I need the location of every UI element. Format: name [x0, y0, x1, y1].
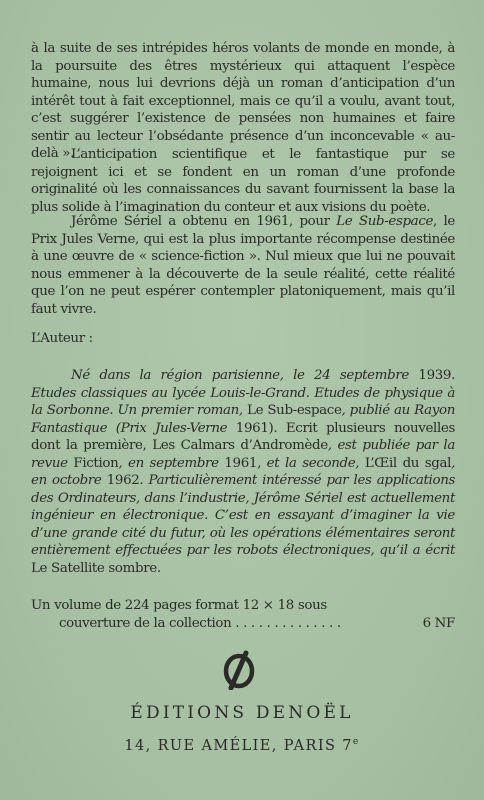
bio-run: 1939. — [408, 368, 455, 383]
bio-run: . Particulièrement intéressé par les applications des Ordinateurs, dans l’industrie, Jérôme Sériel est actuellement ingénieur en électronique. C’est en essayant d’imaginer la vie d’une grande cité du futur, où les opérations élémentaires seront entièrement effectuées par les robots électroniques, qu’il a écrit — [31, 473, 455, 558]
book-title-sub-espace: Le Sub-espace — [336, 214, 434, 229]
publisher-name: ÉDITIONS DENOËL — [130, 703, 354, 723]
bio-run: , en octobre — [31, 455, 456, 488]
intro-paragraph-3 — [31, 213, 455, 318]
bio-run: 1961). Ecrit plusieurs nouvelles dont la première, — [31, 420, 455, 453]
bio-run: Né dans la région parisienne, le — [71, 368, 315, 383]
bio-run: . — [156, 560, 161, 576]
bio-run: Fiction — [73, 455, 119, 471]
bio-run: 1961 — [224, 455, 258, 471]
bio-run: Le Sub-espace — [247, 403, 342, 418]
intro-paragraph-1: à la suite de ses intrépides héros volants de monde en monde, à la poursuite des êtres mystérieux qui attaquent l’espèce humaine, nous lui devrions déjà un roman d’anticipation d’un intérêt tout à fait exceptionnel, mais ce qu’il a voulu, avant tout, c’est suggérer l’existence de pensées non humaines et faire sentir au lecteur l’obsédante présence d’un inconcevable « au-delà ». — [31, 41, 455, 161]
bio-run: Etudes classiques au lycée Louis-le-Grand. Etudes de physique à la Sorbonne. Un premier roman, — [31, 385, 455, 418]
text-run: Jérôme Sériel a obtenu en 1961, pour — [71, 214, 337, 229]
text-run: , le Prix Jules Verne, qui est la plus importante récompense destinée à une œuvre de « science-fiction ». Nul mieux que lui ne pouvait nous emmener à la découverte de la seule réalité, cette réalité que l’on ne peut espérer contempler platoniquement, mais qu’il faut vivre. — [31, 214, 455, 317]
author-heading: L’Auteur : — [31, 331, 93, 346]
volume-info — [31, 597, 455, 632]
bio-run: Prix Jules-Verne — [120, 420, 228, 436]
address-superscript: e — [352, 737, 360, 747]
bio-run: , en septembre — [118, 455, 225, 471]
bio-run: , et la seconde, — [257, 455, 365, 471]
bio-run: , est publiée par la revue — [31, 438, 455, 471]
bio-run: 24 septembre — [314, 368, 409, 383]
volume-line-1: Un volume de 224 pages format 12 × 18 sous — [31, 598, 327, 613]
intro-paragraph-2: L’anticipation scientifique et le fantastique pur se rejoignent ici et se fondent en un roman d’une profonde originalité où les connaissances du savant fournissent la base la plus solide à l’imagination du conteur et aux visions du poète. — [31, 147, 455, 215]
author-biography — [31, 367, 455, 577]
publisher-address — [0, 737, 484, 754]
volume-cover-text: couverture de la collection . . . . . . . . . . . . . . — [59, 615, 341, 631]
volume-price: 6 NF — [422, 615, 455, 631]
denoel-logo-icon — [215, 650, 263, 690]
bio-run: 1962 — [106, 473, 140, 488]
address-text: 14, RUE AMÉLIE, PARIS 7 — [124, 737, 353, 754]
bio-run: , publié au Rayon Fantastique ( — [31, 403, 455, 436]
volume-line-2 — [31, 615, 455, 633]
bio-run: L’Œil du sgal — [364, 455, 452, 471]
bio-run: Les Calmars d’Andromède — [152, 438, 328, 453]
bio-run: Le Satellite sombre — [31, 560, 157, 576]
